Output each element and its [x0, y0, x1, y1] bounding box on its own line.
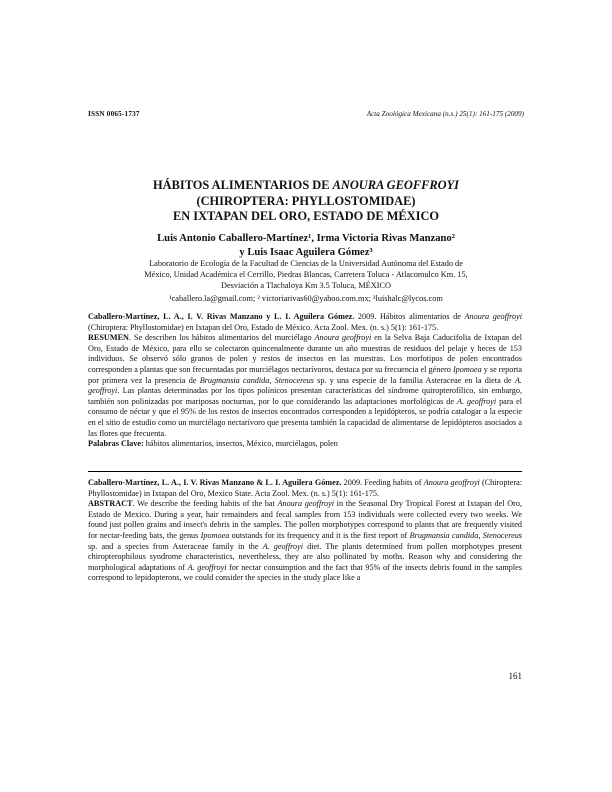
abstract-genus: Ipomoea	[200, 530, 230, 540]
english-citation-authors: Caballero-Martínez, L. A., I. V. Rivas Manzano & L. I. Aguilera Gómez.	[88, 478, 342, 487]
abstract-text-2: in the Seasonal Dry Tropical Forest at Ixtapan del Oro, Estado de Mexico. During a year, hair remainders and fecal samples from 153 individuals were collected every two weeks. We found just pollen grains and insect's debris in the samples. The pollen morphotypes correspond to plants that are frequently visited for nectar-feeding bats, the genus	[88, 499, 522, 540]
resumen-text-3: y se reporta por primera vez la presencia de	[88, 364, 522, 385]
title-line-3: EN IXTAPAN DEL ORO, ESTADO DE MÉXICO	[172, 209, 440, 223]
spanish-abstract-block	[88, 312, 522, 450]
resumen-text-5: . Las plantas determinadas por los tipos polínicos presentan características del síndrome quiropterofílico, sin embargo, también son polinizadas por mariposas nocturnas, por lo que considerando las adaptaciones morfológicas de	[88, 386, 522, 406]
abstract-species: Anoura geoffroyi	[277, 499, 334, 509]
affiliation	[104, 258, 508, 292]
resumen-species-2: A. geoffroyi	[88, 375, 522, 396]
resumen-genus: Ipomoea	[452, 364, 482, 374]
abstract-text-6: for nectar consumption and the fact that 95% of the insects debris found in the samples correspond to lepidopterons, we could consider the species in the study place like a	[88, 562, 522, 583]
abstract-text-3: outstands for its frequency and it is the first report of	[229, 530, 410, 540]
keywords	[88, 439, 522, 450]
spanish-citation-rest: (Chiroptera: Phyllostomidae) en Ixtapan del Oro, Estado de México. Acta Zool. Mex. (n. s.) 5(1): 161-175.	[88, 322, 439, 332]
resumen-paragraph	[88, 333, 522, 439]
abstract-text-4: sp. and a species from Asteraceae family in the	[88, 541, 263, 551]
abstract-plants: Brugmansia candida, Stenocereus	[409, 530, 522, 540]
abstract-species-2: A. geoffroyi	[262, 541, 303, 551]
spanish-citation	[88, 312, 522, 333]
affiliation-line-1: Laboratorio de Ecología de la Facultad de Ciencias de la Universidad Autónoma del Estado de	[149, 259, 463, 268]
spanish-citation-species: Anoura geoffroyi	[464, 312, 523, 321]
english-citation-species: Anoura geoffroyi	[423, 478, 480, 487]
keywords-text: hábitos alimentarios, insectos, México, murciélagos, polen	[143, 439, 338, 449]
resumen-text-1: . Se describen los hábitos alimentarios del murciélago	[128, 333, 315, 343]
spanish-citation-authors: Caballero-Martínez, L. A., I. V. Rivas Manzano y L. I. Aguilera Gómez.	[88, 312, 355, 321]
issn: ISSN 0065-1737	[88, 110, 140, 118]
journal-reference: Acta Zoológica Mexicana (n.s.) 25(1): 161-175 (2009)	[366, 110, 524, 118]
affiliation-line-2: México, Unidad Académica el Cerrillo, Piedras Blancas, Carretera Toluca - Atlacomulco Km. 15,	[144, 270, 468, 280]
abstract-text-5: diet. The plants determined from pollen morphotypes present chiropterophilous syndrome characteristics, nevertheless, they are also pollinated by moths. Reason why and considering the morphological adaptations of	[88, 541, 522, 572]
article-title	[88, 178, 524, 225]
resumen-species-3: A. geoffroyi	[456, 396, 497, 406]
spanish-citation-text: 2009. Hábitos alimentarios de	[354, 312, 465, 321]
resumen-plants: Brugmansia candida, Stenocereus	[199, 375, 314, 385]
abstract-label: ABSTRACT	[88, 499, 133, 509]
english-citation-text: 2009. Feeding habits of	[341, 478, 424, 487]
english-citation-rest: (Chiroptera: Phyllostomidae) in Ixtapan del Oro, Mexico State. Acta Zool. Mex. (n. s.) 5(1): 161-175.	[88, 478, 522, 498]
title-line-1-text: HÁBITOS ALIMENTARIOS DE	[153, 178, 333, 192]
resumen-text-6: para el consumo de néctar y que el 95% de los restos de insectos encontrados corresponden a lepidópteros, se podría catalogar a la especie en el sitio de estudio como un murciélago nectarívoro que presenta también la capacidad de alimentarse de lepidópteros asociados a las flores que frecuenta.	[88, 396, 523, 438]
section-divider	[88, 471, 522, 472]
author-emails: ¹caballero.la@gmail.com; ² victoriarivas60@yahoo.com.mx; ³luishalc@lycos.com	[169, 294, 443, 303]
authors-line-2: y Luis Isaac Aguilera Gómez³	[239, 246, 373, 258]
author-list	[88, 232, 524, 259]
authors-line-1: Luis Antonio Caballero-Martínez¹, Irma Victoria Rivas Manzano²	[157, 233, 455, 244]
running-header	[88, 110, 524, 118]
abstract-text-1: . We describe the feeding habits of the bat	[132, 499, 278, 509]
resumen-text-4: sp. y una especie de la familia Asteraceae en la dieta de	[313, 375, 515, 385]
abstract-species-3: A. geoffroyi	[187, 562, 227, 572]
english-citation	[88, 478, 522, 499]
affiliation-line-3: Desviación a Tlachaloya Km 3.5 Toluca, MÉXICO	[220, 281, 392, 291]
resumen-label: RESUMEN	[88, 333, 129, 343]
abstract-paragraph	[88, 499, 522, 584]
keywords-label: Palabras Clave:	[88, 439, 144, 449]
title-line-2: (CHIROPTERA: PHYLLOSTOMIDAE)	[196, 193, 416, 208]
title-species: ANOURA GEOFFROYI	[332, 178, 459, 192]
title-line-1	[88, 178, 524, 194]
resumen-species: Anoura geoffroyi	[314, 333, 372, 343]
page-number: 161	[508, 671, 522, 681]
resumen-text-2: en la Selva Baja Caducifolia de Ixtapan del Oro, Estado de México, para ello se colectaron quincenalmente durante un año muestras de residuos del pelaje y heces de 153 individuos. Se observó sólo granos de polen y restos de insectos en las muestras. Los morfotipos de polen encontrados corresponden a plantas que son frecuentadas por murciélagos nectarívoros, destaca por su frecuencia el género	[88, 333, 522, 374]
english-abstract-block	[88, 478, 522, 584]
